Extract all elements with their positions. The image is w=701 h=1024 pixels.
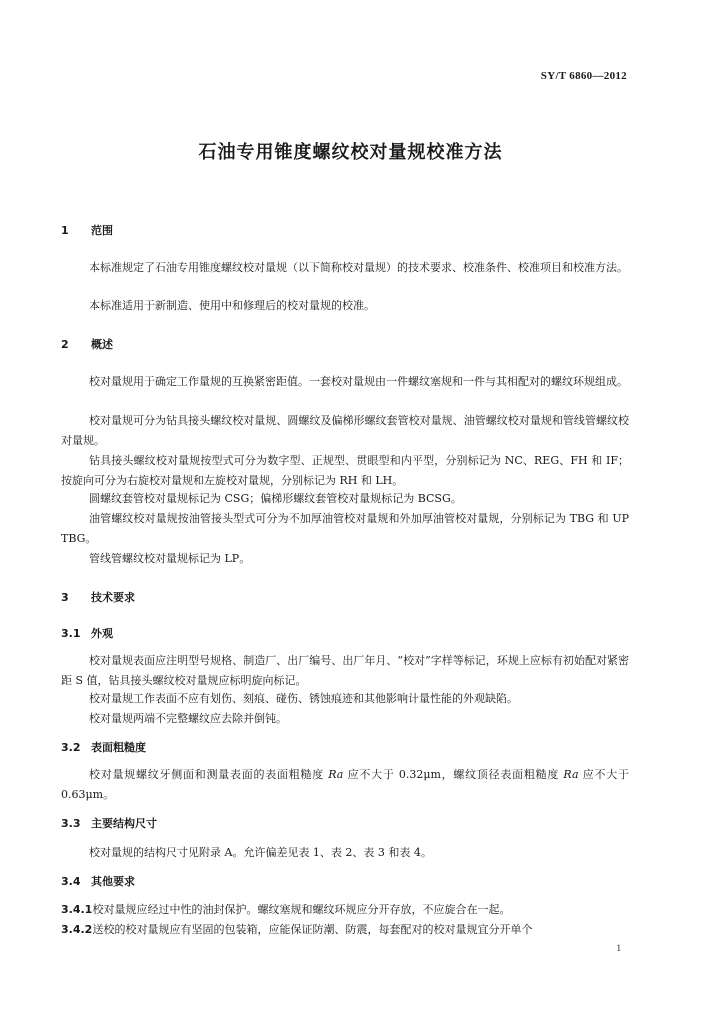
section-number: 1 bbox=[61, 224, 69, 237]
section-title: 概述 bbox=[91, 338, 113, 351]
paragraph: 校对量规工作表面不应有划伤、刻痕、碰伤、锈蚀痕迹和其他影响计量性能的外观缺陷。 bbox=[89, 692, 518, 705]
paragraph: 圆螺纹套管校对量规标记为 CSG；偏梯形螺纹套管校对量规标记为 BCSG。 bbox=[89, 492, 462, 505]
ra-symbol: Ra bbox=[328, 768, 344, 781]
paragraph-roughness bbox=[61, 765, 629, 805]
paragraph: 校对量规表面应注明型号规格、制造厂、出厂编号、出厂年月、“校对”字样等标记，环规上应标有初始配对紧密距 S 值，钻具接头螺纹校对量规应标明旋向标记。 bbox=[61, 654, 629, 687]
subsection-title: 外观 bbox=[91, 627, 113, 640]
subsection-3-2-heading bbox=[61, 739, 146, 755]
subsection-title: 主要结构尺寸 bbox=[91, 817, 157, 830]
clause-text: 送校的校对量规应有坚固的包装箱，应能保证防潮、防震，每套配对的校对量规宜分开单个 bbox=[92, 923, 533, 936]
text-run: 应不大于 0.63μm。 bbox=[61, 768, 629, 801]
clause-text: 校对量规应经过中性的油封保护。螺纹塞规和螺纹环规应分开存放，不应旋合在一起。 bbox=[92, 903, 511, 916]
section-title: 技术要求 bbox=[91, 591, 135, 604]
paragraph: 本标准适用于新制造、使用中和修理后的校对量规的校准。 bbox=[89, 299, 375, 312]
paragraph: 校对量规两端不完整螺纹应去除并倒钝。 bbox=[89, 712, 287, 725]
paragraph: 油管螺纹校对量规按油管接头型式可分为不加厚油管校对量规和外加厚油管校对量规，分别标记为 TBG 和 UP TBG。 bbox=[61, 512, 629, 545]
paragraph: 校对量规的结构尺寸见附录 A。允许偏差见表 1、表 2、表 3 和表 4。 bbox=[89, 846, 432, 859]
section-number: 2 bbox=[61, 338, 69, 351]
section-number: 3 bbox=[61, 591, 69, 604]
subsection-number: 3.1 bbox=[61, 627, 81, 640]
subsection-title: 表面粗糙度 bbox=[91, 741, 146, 754]
standard-code: SY/T 6860—2012 bbox=[540, 70, 627, 82]
section-2-heading bbox=[61, 336, 113, 352]
paragraph: 校对量规可分为钻具接头螺纹校对量规、圆螺纹及偏梯形螺纹套管校对量规、油管螺纹校对量规和管线管螺纹校对量规。 bbox=[61, 414, 629, 447]
subsection-number: 3.2 bbox=[61, 741, 81, 754]
clause-3-4-2 bbox=[61, 921, 533, 937]
text-run: 校对量规螺纹牙侧面和测量表面的表面粗糙度 bbox=[89, 768, 329, 781]
subsection-number: 3.3 bbox=[61, 817, 81, 830]
page-number: 1 bbox=[616, 943, 621, 953]
document-title: 石油专用锥度螺纹校对量规校准方法 bbox=[198, 142, 503, 163]
clause-3-4-1 bbox=[61, 901, 511, 917]
paragraph: 校对量规用于确定工作量规的互换紧密距值。一套校对量规由一件螺纹塞规和一件与其相配对的螺纹环规组成。 bbox=[89, 375, 628, 388]
paragraph: 本标准规定了石油专用锥度螺纹校对量规（以下简称校对量规）的技术要求、校准条件、校准项目和校准方法。 bbox=[89, 261, 628, 274]
subsection-3-3-heading bbox=[61, 815, 157, 831]
clause-number: 3.4.1 bbox=[61, 903, 93, 916]
paragraph: 钻具接头螺纹校对量规按型式可分为数字型、正规型、贯眼型和内平型，分别标记为 NC、REG、FH 和 IF；按旋向可分为右旋校对量规和左旋校对量规，分别标记为 RH 和 LH。 bbox=[61, 454, 629, 487]
subsection-title: 其他要求 bbox=[91, 875, 135, 888]
subsection-3-4-heading bbox=[61, 873, 135, 889]
clause-number: 3.4.2 bbox=[61, 923, 93, 936]
section-1-heading bbox=[61, 222, 113, 238]
subsection-number: 3.4 bbox=[61, 875, 81, 888]
paragraph: 管线管螺纹校对量规标记为 LP。 bbox=[89, 552, 251, 565]
ra-symbol: Ra bbox=[563, 768, 579, 781]
text-run: 应不大于 0.32μm，螺纹顶径表面粗糙度 bbox=[343, 768, 564, 781]
section-3-heading bbox=[61, 589, 135, 605]
subsection-3-1-heading bbox=[61, 625, 113, 641]
section-title: 范围 bbox=[91, 224, 113, 237]
